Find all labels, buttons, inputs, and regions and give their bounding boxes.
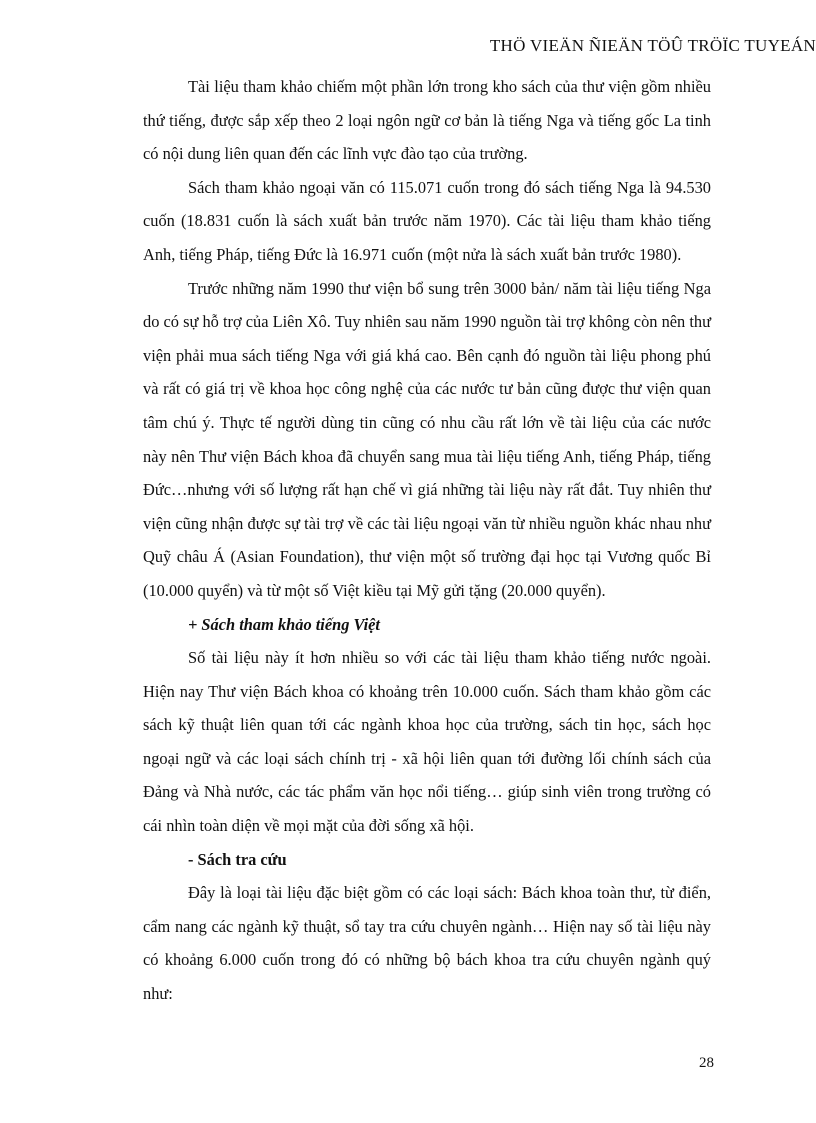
running-header: THÖ VIEÄN ÑIEÄN TÖÛ TRÖÏC TUYEÁN xyxy=(489,36,816,55)
section-heading-reference-lookup: - Sách tra cứu xyxy=(188,849,287,869)
paragraph-vietnamese-books: Số tài liệu này ít hơn nhiều so với các tài liệu tham khảo tiếng nước ngoài. Hiện nay Thư viện Bách khoa có khoảng trên 10.000 cuốn. Sách tham khảo gồm các sách kỹ thuật liên quan tới các ngành khoa học của trường, sách tin học, sách học ngoại ngữ và các loại sách chính trị - xã hội liên quan tới đường lối chính sách của Đảng và Nhà nước, các tác phẩm văn học nổi tiếng… giúp sinh viên trong trường có cái nhìn toàn diện về mọi mặt của đời sống xã hội. xyxy=(143,648,711,836)
paragraph-foreign-books: Sách tham khảo ngoại văn có 115.071 cuốn trong đó sách tiếng Nga là 94.530 cuốn (18.831 cuốn là sách xuất bản trước năm 1970). Các tài liệu tham khảo tiếng Anh, tiếng Pháp, tiếng Đức là 16.971 cuốn (một nửa là sách xuất bản trước 1980). xyxy=(143,177,711,264)
page-number: 28 xyxy=(699,1055,714,1071)
paragraph-acquisition-history: Trước những năm 1990 thư viện bổ sung trên 3000 bản/ năm tài liệu tiếng Nga do có sự hỗ trợ của Liên Xô. Tuy nhiên sau năm 1990 nguồn tài trợ không còn nên thư viện phải mua sách tiếng Nga với giá khá cao. Bên cạnh đó nguồn tài liệu phong phú và rất có giá trị về khoa học công nghệ của các nước tư bản cũng được thư viện quan tâm chú ý. Thực tế người dùng tin cũng có nhu cầu rất lớn về tài liệu của các nước này nên Thư viện Bách khoa đã chuyển sang mua tài liệu tiếng Anh, tiếng Pháp, tiếng Đức…nhưng với số lượng rất hạn chế vì giá những tài liệu này rất đắt. Tuy nhiên thư viện cũng nhận được sự tài trợ về các tài liệu ngoại văn từ nhiều nguồn khác nhau như Quỹ châu Á (Asian Foundation), thư viện một số trường đại học tại Vương quốc Bỉ (10.000 quyển) và từ một số Việt kiều tại Mỹ gửi tặng (20.000 quyển). xyxy=(143,278,711,600)
section-heading-vietnamese-books: + Sách tham khảo tiếng Việt xyxy=(188,614,380,634)
document-body xyxy=(143,70,711,1011)
paragraph-reference-materials: Tài liệu tham khảo chiếm một phần lớn trong kho sách của thư viện gồm nhiều thứ tiếng, được sắp xếp theo 2 loại ngôn ngữ cơ bản là tiếng Nga và tiếng gốc La tinh có nội dung liên quan đến các lĩnh vực đào tạo của trường. xyxy=(143,77,711,164)
paragraph-lookup-books: Đây là loại tài liệu đặc biệt gồm có các loại sách: Bách khoa toàn thư, từ điển, cẩm nang các ngành kỹ thuật, sổ tay tra cứu chuyên ngành… Hiện nay số tài liệu này có khoảng 6.000 cuốn trong đó có những bộ bách khoa tra cứu chuyên ngành quý như: xyxy=(143,883,711,1004)
